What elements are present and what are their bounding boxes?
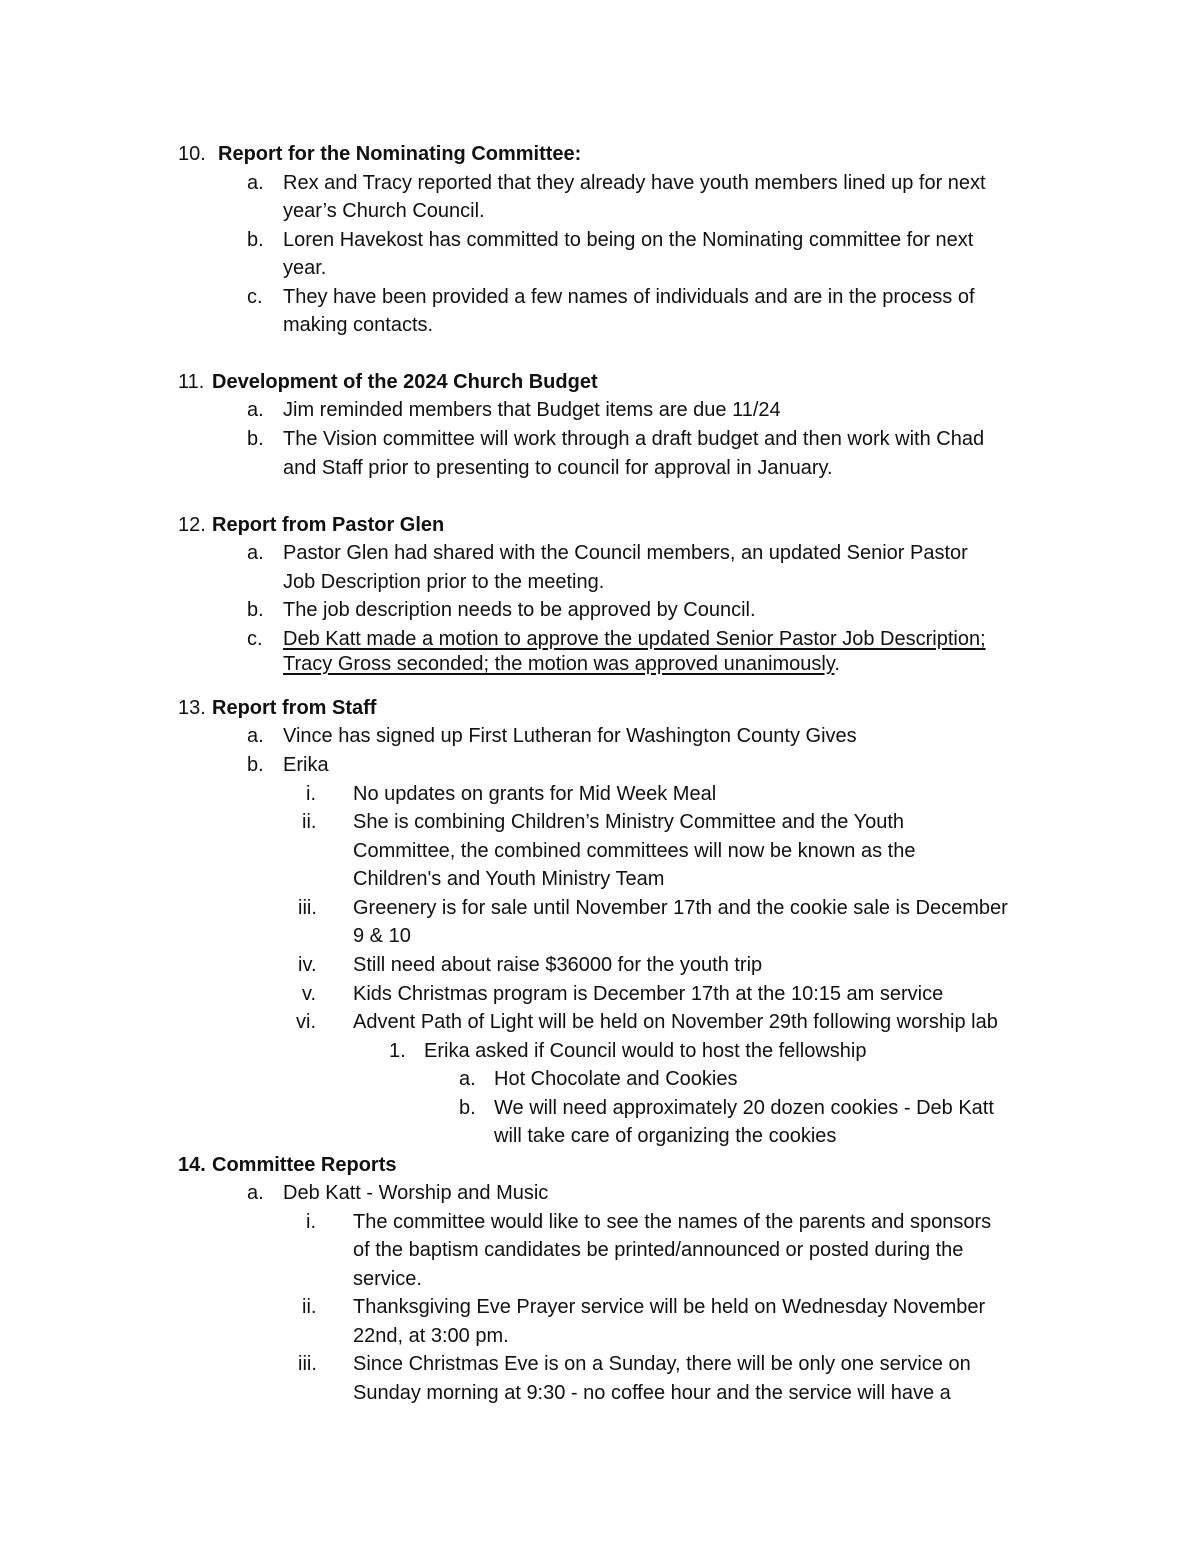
list-text: Loren Havekost has committed to being on the Nominating committee for next bbox=[283, 229, 974, 251]
list-text: Thanksgiving Eve Prayer service will be held on Wednesday November bbox=[353, 1296, 986, 1318]
list-item-continuation bbox=[0, 1236, 1160, 1265]
list-item bbox=[0, 1037, 1160, 1066]
list-item bbox=[0, 1208, 1160, 1237]
section-12-heading bbox=[0, 511, 1160, 540]
list-marker: a. bbox=[247, 399, 264, 421]
section-title: Committee Reports bbox=[212, 1154, 397, 1176]
section-title: Report from Pastor Glen bbox=[212, 514, 445, 536]
list-item-continuation bbox=[0, 837, 1160, 866]
section-13-heading bbox=[0, 694, 1160, 723]
list-text: Advent Path of Light will be held on November 29th following worship lab bbox=[353, 1011, 998, 1033]
section-number: 10. bbox=[178, 143, 206, 165]
list-text: Jim reminded members that Budget items are due 11/24 bbox=[283, 399, 781, 421]
list-item bbox=[0, 1293, 1160, 1322]
section-14-heading bbox=[0, 1151, 1160, 1180]
section-11-heading bbox=[0, 368, 1160, 397]
list-item-continuation bbox=[0, 865, 1160, 894]
list-text: No updates on grants for Mid Week Meal bbox=[353, 783, 717, 805]
list-item bbox=[0, 780, 1160, 809]
list-item bbox=[0, 751, 1160, 780]
list-text: 9 & 10 bbox=[353, 925, 411, 947]
list-item bbox=[0, 596, 1160, 625]
list-marker: i. bbox=[306, 1211, 316, 1233]
list-text: 22nd, at 3:00 pm. bbox=[353, 1325, 509, 1347]
list-item bbox=[0, 169, 1160, 198]
list-marker: a. bbox=[247, 725, 264, 747]
list-text: year. bbox=[283, 257, 327, 279]
list-text: Still need about raise $36000 for the youth trip bbox=[353, 954, 763, 976]
list-text: Sunday morning at 9:30 - no coffee hour and the service will have a bbox=[353, 1382, 951, 1404]
list-text: She is combining Children’s Ministry Committee and the Youth bbox=[353, 811, 905, 833]
list-item bbox=[0, 226, 1160, 255]
list-item-continuation bbox=[0, 1379, 1160, 1408]
list-item bbox=[0, 425, 1160, 454]
list-marker: a. bbox=[459, 1068, 476, 1090]
list-item-continuation bbox=[0, 1322, 1160, 1351]
list-item bbox=[0, 980, 1160, 1009]
list-text: The job description needs to be approved by Council. bbox=[283, 599, 756, 621]
list-item-continuation bbox=[0, 568, 1160, 597]
list-item bbox=[0, 1008, 1160, 1037]
list-text: Erika bbox=[283, 754, 329, 776]
section-number: 12. bbox=[178, 514, 206, 536]
list-text: will take care of organizing the cookies bbox=[494, 1125, 837, 1147]
list-item-continuation bbox=[0, 254, 1160, 283]
list-item-continuation bbox=[0, 1265, 1160, 1294]
section-number: 14. bbox=[178, 1154, 206, 1176]
list-marker: iv. bbox=[298, 954, 317, 976]
list-text: making contacts. bbox=[283, 314, 434, 336]
list-marker: b. bbox=[247, 428, 264, 450]
list-marker: a. bbox=[247, 1182, 264, 1204]
list-item bbox=[0, 396, 1160, 425]
list-marker: vi. bbox=[296, 1011, 316, 1033]
list-marker: c. bbox=[247, 286, 263, 308]
list-marker: iii. bbox=[298, 897, 317, 919]
list-text: Greenery is for sale until November 17th and the cookie sale is December bbox=[353, 897, 1008, 919]
list-marker: b. bbox=[247, 599, 264, 621]
section-10-heading bbox=[0, 140, 1160, 169]
list-item bbox=[0, 1350, 1160, 1379]
list-marker: ii. bbox=[302, 811, 317, 833]
list-item-continuation bbox=[0, 197, 1160, 226]
section-number: 11. bbox=[178, 371, 205, 393]
list-marker: b. bbox=[247, 754, 264, 776]
list-marker: ii. bbox=[302, 1296, 317, 1318]
list-text: Children's and Youth Ministry Team bbox=[353, 868, 665, 890]
list-text: Pastor Glen had shared with the Council members, an updated Senior Pastor bbox=[283, 542, 968, 564]
list-text: Vince has signed up First Lutheran for Washington County Gives bbox=[283, 725, 857, 747]
motion-text-line bbox=[283, 650, 840, 679]
list-marker: a. bbox=[247, 542, 264, 564]
list-text: Rex and Tracy reported that they already have youth members lined up for next bbox=[283, 172, 986, 194]
list-item bbox=[0, 951, 1160, 980]
list-item-continuation bbox=[0, 454, 1160, 483]
list-text: Since Christmas Eve is on a Sunday, there will be only one service on bbox=[353, 1353, 971, 1375]
list-text: Committee, the combined committees will now be known as the bbox=[353, 840, 916, 862]
motion-text: Deb Katt made a motion to approve the updated Senior Pastor Job Description; bbox=[283, 628, 986, 650]
list-item bbox=[0, 894, 1160, 923]
list-text: of the baptism candidates be printed/announced or posted during the bbox=[353, 1239, 964, 1261]
list-item bbox=[0, 539, 1160, 568]
list-marker: b. bbox=[247, 229, 264, 251]
list-marker: b. bbox=[459, 1097, 476, 1119]
list-text: and Staff prior to presenting to council for approval in January. bbox=[283, 457, 833, 479]
list-text: The committee would like to see the names of the parents and sponsors bbox=[353, 1211, 992, 1233]
list-marker: iii. bbox=[298, 1353, 317, 1375]
list-item bbox=[0, 808, 1160, 837]
list-item-continuation bbox=[0, 311, 1160, 340]
section-title: Development of the 2024 Church Budget bbox=[212, 371, 598, 393]
list-text: year’s Church Council. bbox=[283, 200, 485, 222]
list-text: The Vision committee will work through a draft budget and then work with Chad bbox=[283, 428, 985, 450]
sentence-end: . bbox=[834, 653, 840, 675]
motion-text: Tracy Gross seconded; the motion was approved unanimously bbox=[283, 653, 835, 675]
list-item bbox=[0, 722, 1160, 751]
list-marker: 1. bbox=[389, 1040, 406, 1062]
list-text: Job Description prior to the meeting. bbox=[283, 571, 605, 593]
list-item bbox=[0, 1065, 1160, 1094]
list-item-continuation bbox=[0, 922, 1160, 951]
list-text: Deb Katt - Worship and Music bbox=[283, 1182, 549, 1204]
list-item bbox=[0, 283, 1160, 312]
section-title: Report for the Nominating Committee: bbox=[218, 143, 582, 165]
list-marker: a. bbox=[247, 172, 264, 194]
list-text: We will need approximately 20 dozen cookies - Deb Katt bbox=[494, 1097, 994, 1119]
list-marker: v. bbox=[302, 983, 317, 1005]
list-item-continuation bbox=[0, 650, 1160, 679]
section-number: 13. bbox=[178, 697, 206, 719]
list-marker: i. bbox=[306, 783, 316, 805]
list-text: service. bbox=[353, 1268, 422, 1290]
list-item bbox=[0, 1094, 1160, 1123]
list-text: Erika asked if Council would to host the fellowship bbox=[424, 1040, 867, 1062]
section-title: Report from Staff bbox=[212, 697, 377, 719]
list-text: They have been provided a few names of individuals and are in the process of bbox=[283, 286, 975, 308]
list-item-continuation bbox=[0, 1122, 1160, 1151]
list-text: Hot Chocolate and Cookies bbox=[494, 1068, 738, 1090]
list-marker: c. bbox=[247, 628, 263, 650]
list-item bbox=[0, 1179, 1160, 1208]
list-text: Kids Christmas program is December 17th at the 10:15 am service bbox=[353, 983, 944, 1005]
